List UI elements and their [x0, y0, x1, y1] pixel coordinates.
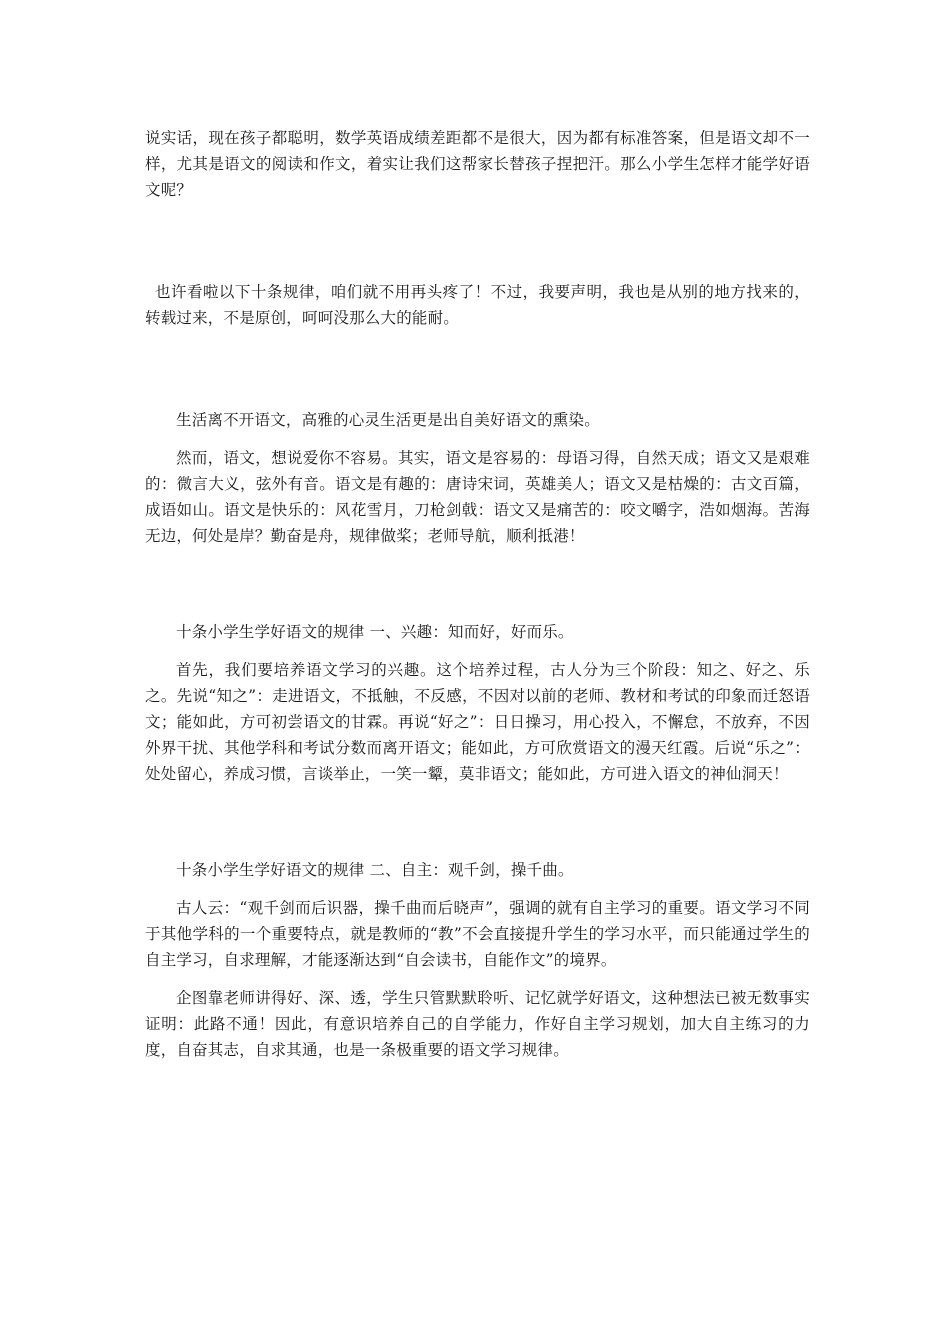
- paragraph-intro: 说实话，现在孩子都聪明，数学英语成绩差距都不是很大，因为都有标准答案，但是语文却不一样，尤其是语文的阅读和作文，着实让我们这帮家长替孩子捏把汗。那么小学生怎样才能学好语文呢？: [145, 129, 810, 199]
- paragraph-disclaimer: 也许看啦以下十条规律，咱们就不用再头疼了！不过，我要声明，我也是从别的地方找来的，转载过来，不是原创，呵呵没那么大的能耐。: [145, 283, 810, 327]
- paragraph-life-language: 生活离不开语文，高雅的心灵生活更是出自美好语文的熏染。: [176, 411, 600, 429]
- section-heading-rule-one: 十条小学生学好语文的规律 一、兴趣：知而好，好而乐。: [176, 623, 574, 641]
- paragraph-rule-one-body: 首先，我们要培养语文学习的兴趣。这个培养过程，古人分为三个阶段：知之、好之、乐之。先说“知之”：走进语文，不抵触，不反感，不因对以前的老师、教材和考试的印象而迁怒语文；能如此，方可初尝语文的甘霖。再说“好之”：日日操习，用心投入，不懈怠，不放弃，不因外界干扰、其他学科和考试分数而离开语文；能如此，方可欣赏语文的漫天红霞。后说“乐之”：处处留心，养成习惯，言谈举止，一笑一颦，莫非语文；能如此，方可进入语文的神仙洞天！: [145, 661, 810, 783]
- section-heading-rule-two: 十条小学生学好语文的规律 二、自主：观千剑，操千曲。: [176, 861, 574, 879]
- paragraph-rule-two-conclusion: 企图靠老师讲得好、深、透，学生只管默默聆听、记忆就学好语文，这种想法已被无数事实证明：此路不通！因此，有意识培养自己的自学能力，作好自主学习规划，加大自主练习的力度，自奋其志，自求其通，也是一条极重要的语文学习规律。: [145, 989, 810, 1059]
- paragraph-however: 然而，语文，想说爱你不容易。其实，语文是容易的：母语习得，自然天成；语文又是艰难的：微言大义，弦外有音。语文是有趣的：唐诗宋词，英雄美人；语文又是枯燥的：古文百篇，成语如山。语文是快乐的：风花雪月，刀枪剑戟：语文又是痛苦的：咬文嚼字，浩如烟海。苦海无边，何处是岸？勤奋是舟，规律做桨；老师导航，顺利抵港！: [145, 449, 810, 545]
- paragraph-rule-two-body: 古人云：“观千剑而后识器，操千曲而后晓声”，强调的就有自主学习的重要。语文学习不同于其他学科的一个重要特点，就是教师的“教”不会直接提升学生的学习水平，而只能通过学生的自主学习，自求理解，才能逐渐达到“自会读书，自能作文”的境界。: [145, 899, 810, 969]
- document-body: [145, 125, 810, 1063]
